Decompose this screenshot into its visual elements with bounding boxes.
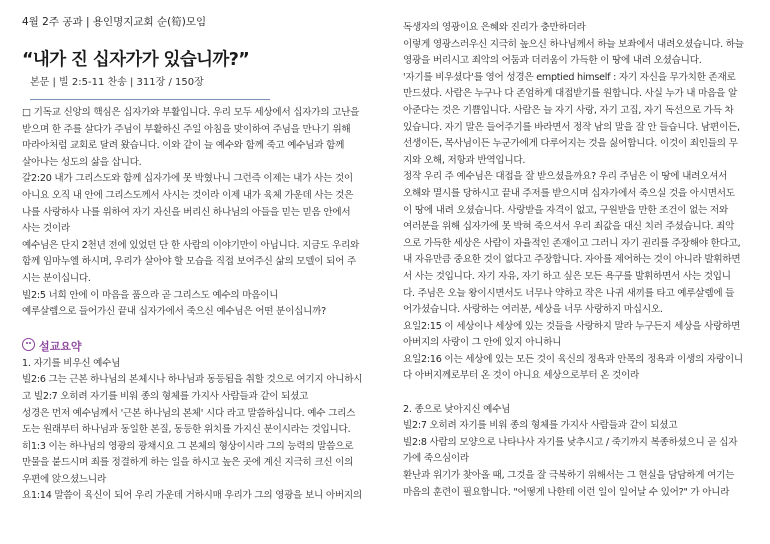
sermon-summary-left — [22, 356, 367, 505]
text-line: 지와 오해, 저항과 반역입니다. — [403, 154, 526, 166]
text-line: 히1:3 이는 하나님의 영광의 광채시요 그 본체의 형상이시라 그의 능력의 말씀으로 — [22, 440, 354, 452]
text-line: 살아나는 성도의 삶을 삽니다. — [22, 156, 142, 168]
text-line: 고 빌2:7 오히려 자기를 비워 종의 형체를 가지사 사람들과 같이 되셨고 — [22, 390, 309, 402]
text-line: 나를 사랑하사 나를 위하여 자기 자신을 버리신 하나님의 아들을 믿는 믿음 안에서 — [22, 206, 351, 218]
text-line: 독생자의 영광이요 은혜와 진리가 충만하더라 — [403, 22, 586, 33]
left-column-body — [22, 105, 367, 505]
text-line: 예루살렘으로 들어가신 끝내 십자가에서 죽으신 예수님은 어떤 분이십니까? — [22, 306, 326, 318]
section-heading-text: 설교요약 — [39, 339, 82, 353]
text-line: 여러분을 위해 십자가에 못 박혀 죽으셔서 우리 죄값을 대신 치러 주셨습니다. 죄악 — [403, 221, 735, 233]
text-line: 이 땅에 내려 오셨습니다. 사랑받을 자격이 없고, 구원받을 만한 조건이 없는 저와 — [403, 204, 728, 216]
text-line: 요1:14 말씀이 육신이 되어 우리 가운데 거하시매 우리가 그의 영광을 보니 아버지의 — [22, 490, 362, 502]
text-line: 선생이든, 목사님이든 누군가에게 다루어지는 것을 싫어합니다. 이것이 죄인들의 무 — [403, 138, 738, 150]
text-line: 영광을 버리시고 죄악의 어둠과 더러움이 가득한 이 땅에 내려 오셨습니다. — [403, 55, 702, 67]
section-heading — [22, 338, 367, 356]
text-line: 빌2:7 오히려 자기를 비워 종의 형체를 가지사 사람들과 같이 되셨고 — [403, 420, 678, 432]
text-line: 2. 종으로 낮아지신 예수님 — [403, 403, 511, 415]
smile-icon — [22, 338, 35, 351]
text-line: □ 기독교 신앙의 핵심은 십자가와 부활입니다. 우리 모두 세상에서 십자가의 고난을 — [22, 107, 360, 118]
text-line: 빌2:6 그는 근본 하나님의 본체시나 하나님과 동등됨을 취할 것으로 여기지 아니하시 — [22, 374, 363, 386]
text-line: 있습니다. 자기 말은 들어주기를 바라면서 정작 남의 말을 잘 안 들습니다. 남편이든, — [403, 121, 740, 133]
text-line: 이렇게 영광스러우신 지극히 높으신 하나님께서 하늘 보좌에서 내려오셨습니다. 하늘 — [403, 38, 744, 50]
text-line: 만드셨다. 사람은 누구나 다 존엄하게 대접받기를 원합니다. 사실 누가 내 마음을 알 — [403, 88, 737, 100]
text-line: 다. 주님은 오늘 왕이시면서도 너무나 약하고 작은 나귀 새끼를 타고 예루살렘에 들 — [403, 287, 735, 299]
text-line: 가에 죽으심이라 — [403, 453, 469, 465]
text-line: 예수님은 단지 2천년 전에 있었던 단 한 사람의 이야기만이 아닙니다. 지금도 우리와 — [22, 239, 360, 251]
text-line: '자기를 비우셨다'를 영어 성경은 emptied himself : 자기 자신을 무가치한 존재로 — [403, 71, 736, 83]
spacer — [22, 321, 367, 338]
text-line: 우편에 앉으셨느니라 — [22, 473, 106, 485]
text-line: 받으며 한 주를 살다가 주님이 부활하신 주일 아침을 맞이하여 주님을 만나기 위해 — [22, 123, 351, 135]
text-line: 도는 원래부터 하나님과 동일한 본질, 동등한 위치를 가지신 분이시라는 것입니다. — [22, 424, 351, 436]
text-line: 요일2:15 이 세상이나 세상에 있는 것들을 사랑하지 말라 누구든지 세상을 사랑하면 — [403, 320, 741, 332]
text-line: 요일2:16 이는 세상에 있는 모든 것이 육신의 정욕과 안목의 정욕과 이생의 자랑이니 — [403, 353, 743, 365]
text-line: 으로 가득한 세상은 사람이 자율적인 존재이고 그러니 자기 권리를 주장해야 한다고, — [403, 237, 741, 249]
text-line: 오해와 멸시를 당하시고 끝내 주저를 받으시며 십자가에서 죽으실 것을 아시면서도 — [403, 187, 735, 199]
page-title: “내가 진 십자가가 있습니까?” — [22, 50, 250, 70]
page-header: 4월 2주 공과 | 용인명지교회 순(筍)모임 — [22, 16, 207, 28]
scripture-hymn-meta: 본문 | 빌 2:5-11 찬송 | 311장 / 150장 — [30, 77, 204, 88]
text-line: 1. 자기를 비우신 예수님 — [22, 357, 121, 369]
text-line: 서 사는 것입니다. 자기 자유, 자기 하고 싶은 모든 욕구를 발휘하면서 사는 것입니 — [403, 270, 731, 282]
text-line: 다 아버지께로부터 온 것이 아니요 세상으로부터 온 것이라 — [403, 370, 640, 382]
text-line: 성경은 먼저 예수님께서 '근본 하나님의 본체' 시다 라고 말씀하십니다. 예수 그리스 — [22, 407, 356, 419]
text-line: 만물을 붙드시며 죄를 정결하게 하는 일을 하시고 높은 곳에 계신 지극히 크신 이의 — [22, 457, 354, 469]
text-line: 환난과 위기가 찾아올 때, 그것을 잘 극복하기 위해서는 그 현실을 담담하게 여기는 — [403, 470, 735, 482]
text-line: 시는 분이십니다. — [22, 272, 91, 284]
text-line: 아준다는 것은 기쁨입니다. 사람은 늘 자기 사랑, 자기 고집, 자기 독선으로 가득 차 — [403, 104, 734, 116]
intro-paragraphs — [22, 105, 367, 321]
text-line: 빌2:8 사람의 모양으로 나타나사 자기를 낮추시고 / 죽기까지 복종하셨으니 곧 십자 — [403, 436, 738, 448]
text-line — [403, 385, 753, 402]
text-line: 마라아처럼 교회로 달려 왔습니다. 이와 같이 늘 예수와 함께 죽고 예수님과 함께 — [22, 140, 345, 152]
title-divider — [30, 99, 270, 100]
text-line: 갈2:20 내가 그리스도와 함께 십자가에 못 박혔나니 그런즉 이제는 내가 사는 것이 — [22, 173, 353, 185]
sermon-summary-right — [403, 20, 753, 501]
text-line: 함께 임마누엘 하시며, 우리가 살아야 할 모습을 직접 보여주신 삶의 모델이 되어 주 — [22, 256, 356, 268]
text-line: 내 자유만큼 중요한 것이 없다고 주장합니다. 자아를 제어하는 것이 아니라 발휘하면 — [403, 254, 741, 266]
right-column-body — [403, 20, 753, 501]
text-line: 빌2:5 너희 안에 이 마음을 품으라 곧 그리스도 예수의 마음이니 — [22, 289, 279, 301]
text-line: 아니요 오직 내 안에 그리스도께서 사시는 것이라 이제 내가 육체 가운데 사는 것은 — [22, 189, 354, 201]
text-line: 아버지의 사랑이 그 안에 있지 아니하니 — [403, 337, 562, 349]
text-line: 정작 우리 주 예수님은 대접을 잘 받으셨을까요? 우리 주님은 이 땅에 내려오셔서 — [403, 171, 728, 183]
text-line: 사는 것이라 — [22, 223, 70, 235]
text-line: 어가셨습니다. 사랑하는 여러분, 세상을 너무 사랑하지 마십시오. — [403, 304, 663, 316]
text-line: 마음의 훈련이 필요합니다. "어떻게 나한테 이런 일이 일어날 수 있어?" 가 아니라 — [403, 486, 730, 498]
